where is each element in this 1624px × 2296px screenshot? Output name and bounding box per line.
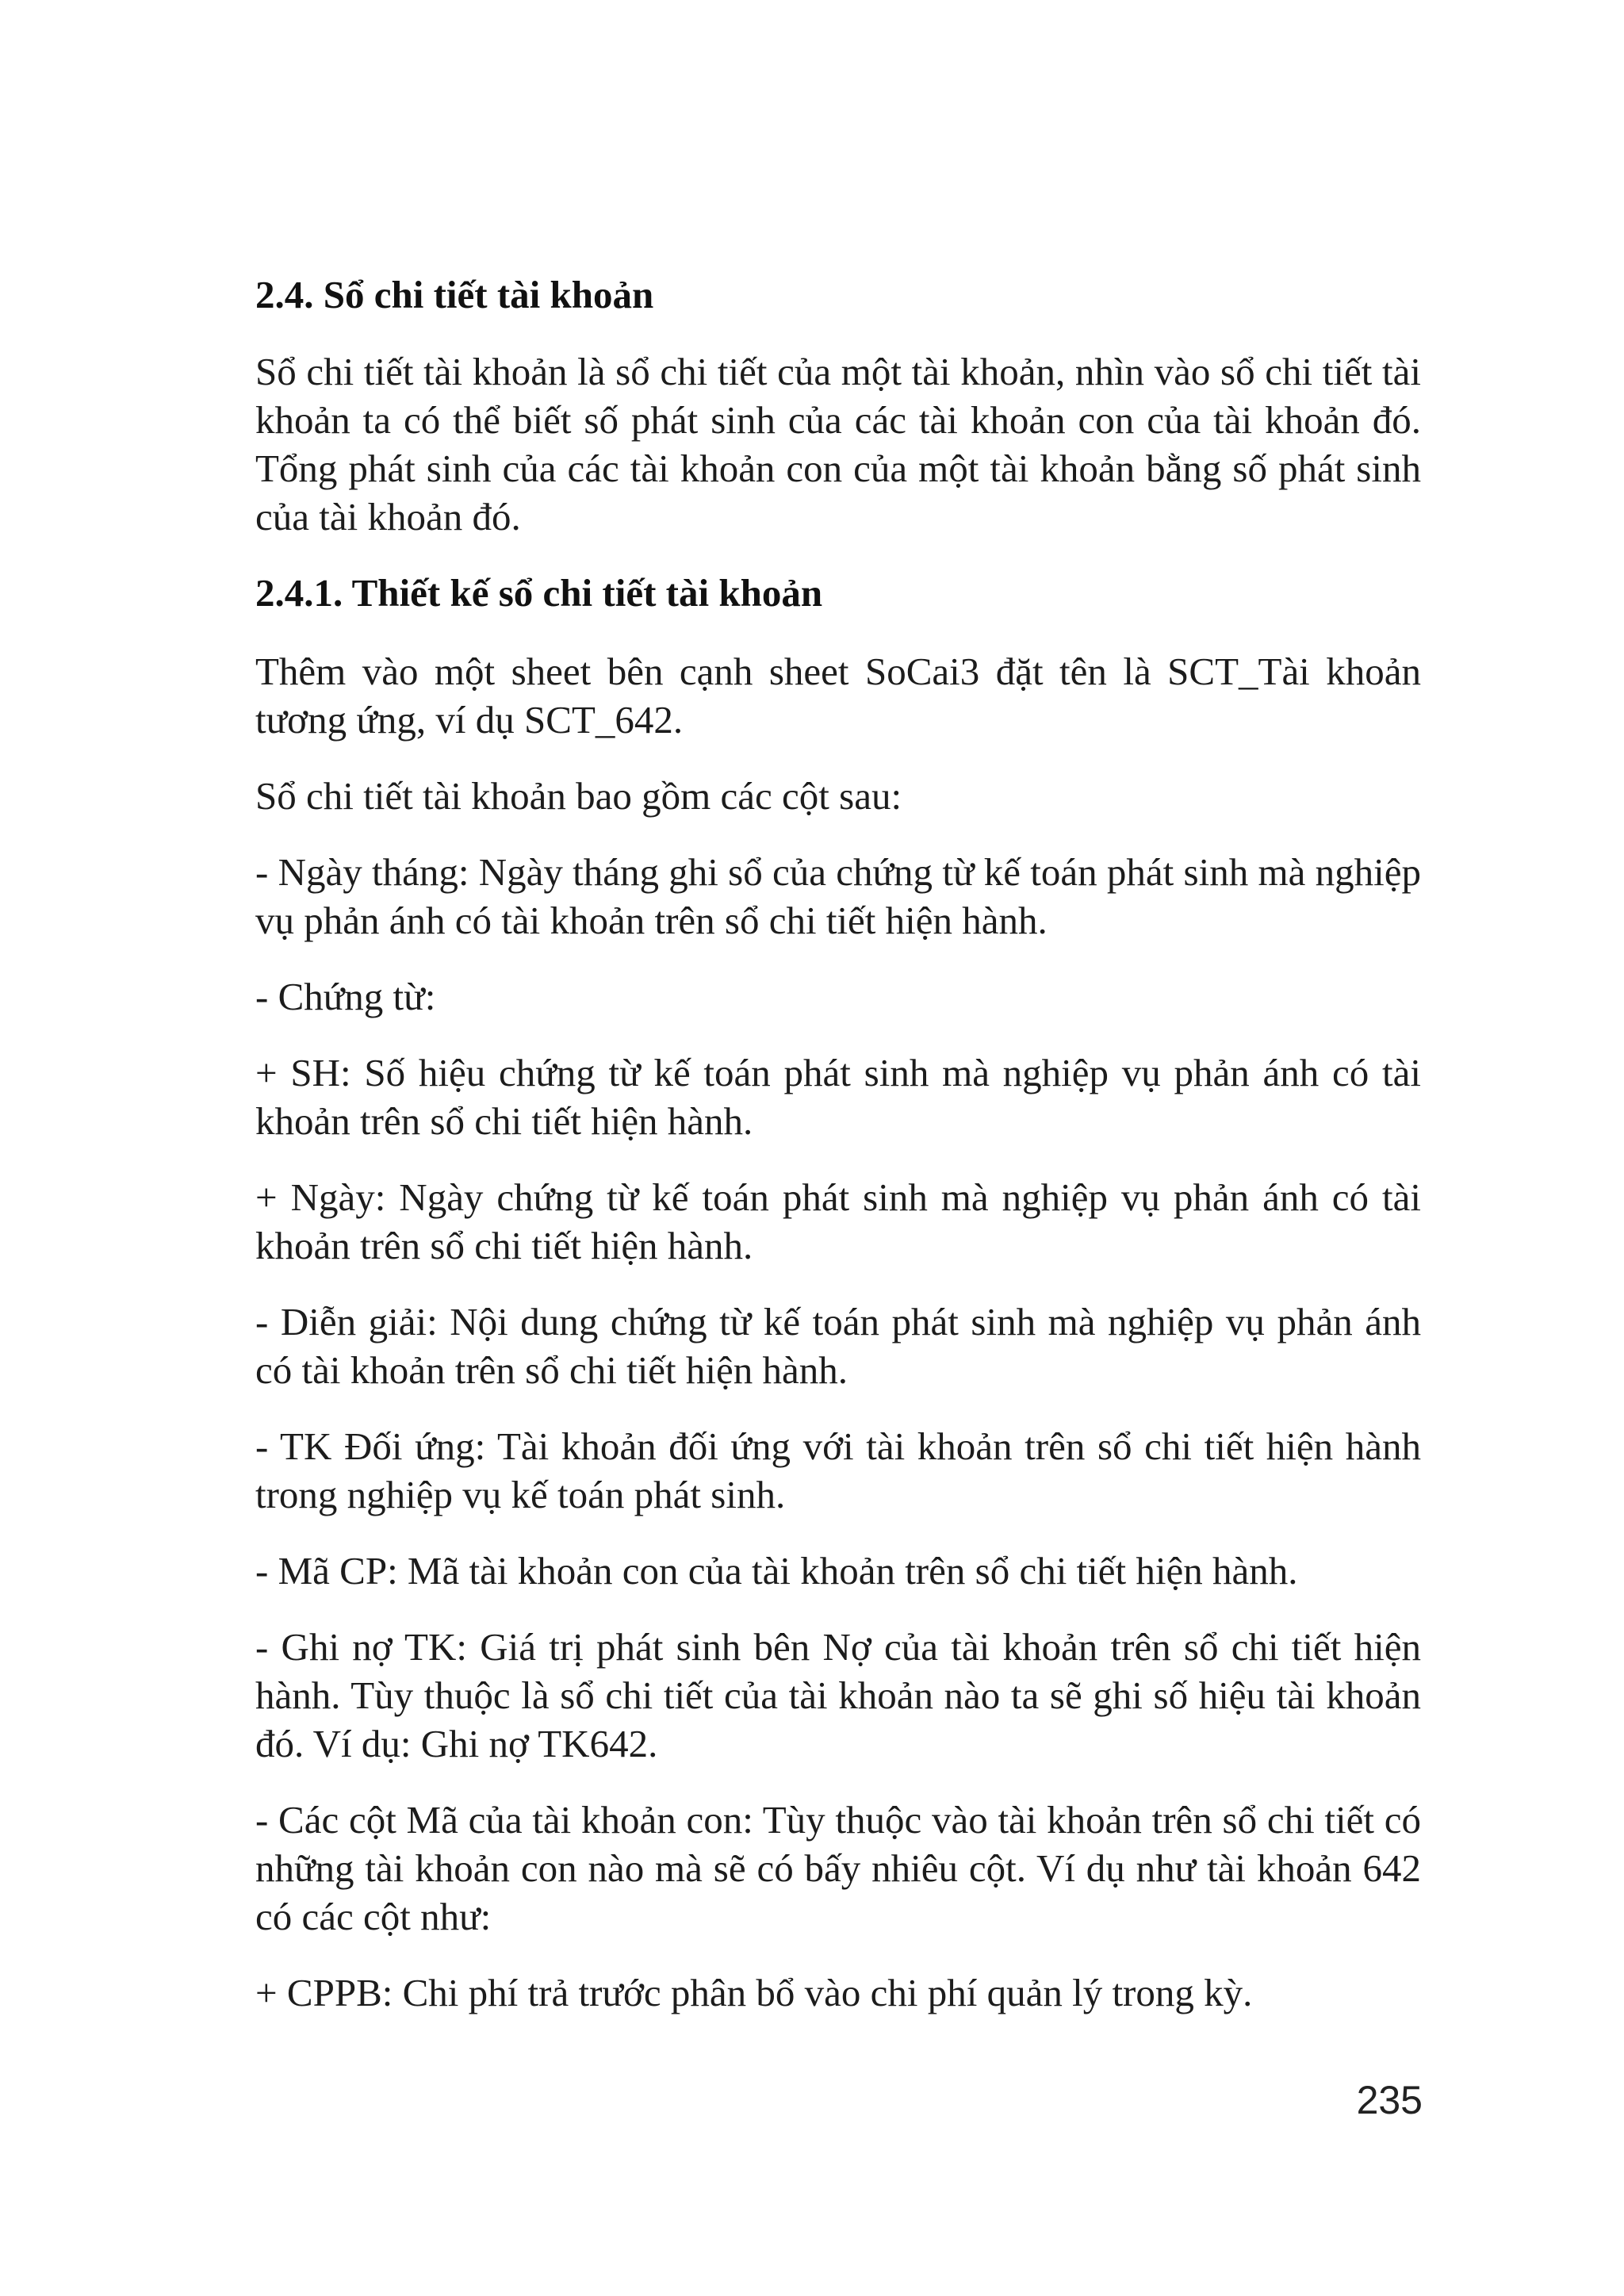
section-intro-paragraph: Sổ chi tiết tài khoản là sổ chi tiết của một tài khoản, nhìn vào sổ chi tiết tài khoản ta có thể biết số phát sinh của các tài khoản con của tài khoản đó. Tổng phát sinh của các tài khoản con của một tài khoản bằng số phát sinh của tài khoản đó.	[255, 350, 1421, 539]
document-page	[255, 270, 1421, 2045]
list-item-chung-tu: - Chứng từ:	[255, 975, 436, 1018]
list-item-ngay: + Ngày: Ngày chứng từ kế toán phát sinh mà nghiệp vụ phản ánh có tài khoản trên sổ chi tiết hiện hành.	[255, 1175, 1421, 1267]
section-heading: 2.4. Sổ chi tiết tài khoản	[255, 273, 654, 316]
list-item-dien-giai: - Diễn giải: Nội dung chứng từ kế toán phát sinh mà nghiệp vụ phản ánh có tài khoản trên sổ chi tiết hiện hành.	[255, 1300, 1421, 1392]
list-item-so-hieu: + SH: Số hiệu chứng từ kế toán phát sinh mà nghiệp vụ phản ánh có tài khoản trên sổ chi tiết hiện hành.	[255, 1051, 1421, 1143]
list-item-cac-cot-ma: - Các cột Mã của tài khoản con: Tùy thuộc vào tài khoản trên sổ chi tiết có những tài khoản con nào mà sẽ có bấy nhiêu cột. Ví dụ như tài khoản 642 có các cột như:	[255, 1798, 1421, 1938]
list-item-ma-cp: - Mã CP: Mã tài khoản con của tài khoản trên sổ chi tiết hiện hành.	[255, 1549, 1298, 1593]
subsection-heading: 2.4.1. Thiết kế sổ chi tiết tài khoản	[255, 571, 823, 615]
list-item-ngay-thang: - Ngày tháng: Ngày tháng ghi sổ của chứng từ kế toán phát sinh mà nghiệp vụ phản ánh có tài khoản trên sổ chi tiết hiện hành.	[255, 850, 1421, 942]
paragraph-columns-intro: Sổ chi tiết tài khoản bao gồm các cột sau:	[255, 774, 902, 818]
page-number: 235	[1356, 2078, 1423, 2122]
list-item-ghi-no-tk: - Ghi nợ TK: Giá trị phát sinh bên Nợ của tài khoản trên sổ chi tiết hiện hành. Tùy thuộc là sổ chi tiết của tài khoản nào ta sẽ ghi số hiệu tài khoản đó. Ví dụ: Ghi nợ TK642.	[255, 1625, 1421, 1765]
list-item-tk-doi-ung: - TK Đối ứng: Tài khoản đối ứng với tài khoản trên sổ chi tiết hiện hành trong nghiệp vụ kế toán phát sinh.	[255, 1424, 1421, 1516]
list-item-cppb: + CPPB: Chi phí trả trước phân bổ vào chi phí quản lý trong kỳ.	[255, 1971, 1253, 2014]
paragraph-add-sheet: Thêm vào một sheet bên cạnh sheet SoCai3 đặt tên là SCT_Tài khoản tương ứng, ví dụ SCT_642.	[255, 650, 1421, 742]
